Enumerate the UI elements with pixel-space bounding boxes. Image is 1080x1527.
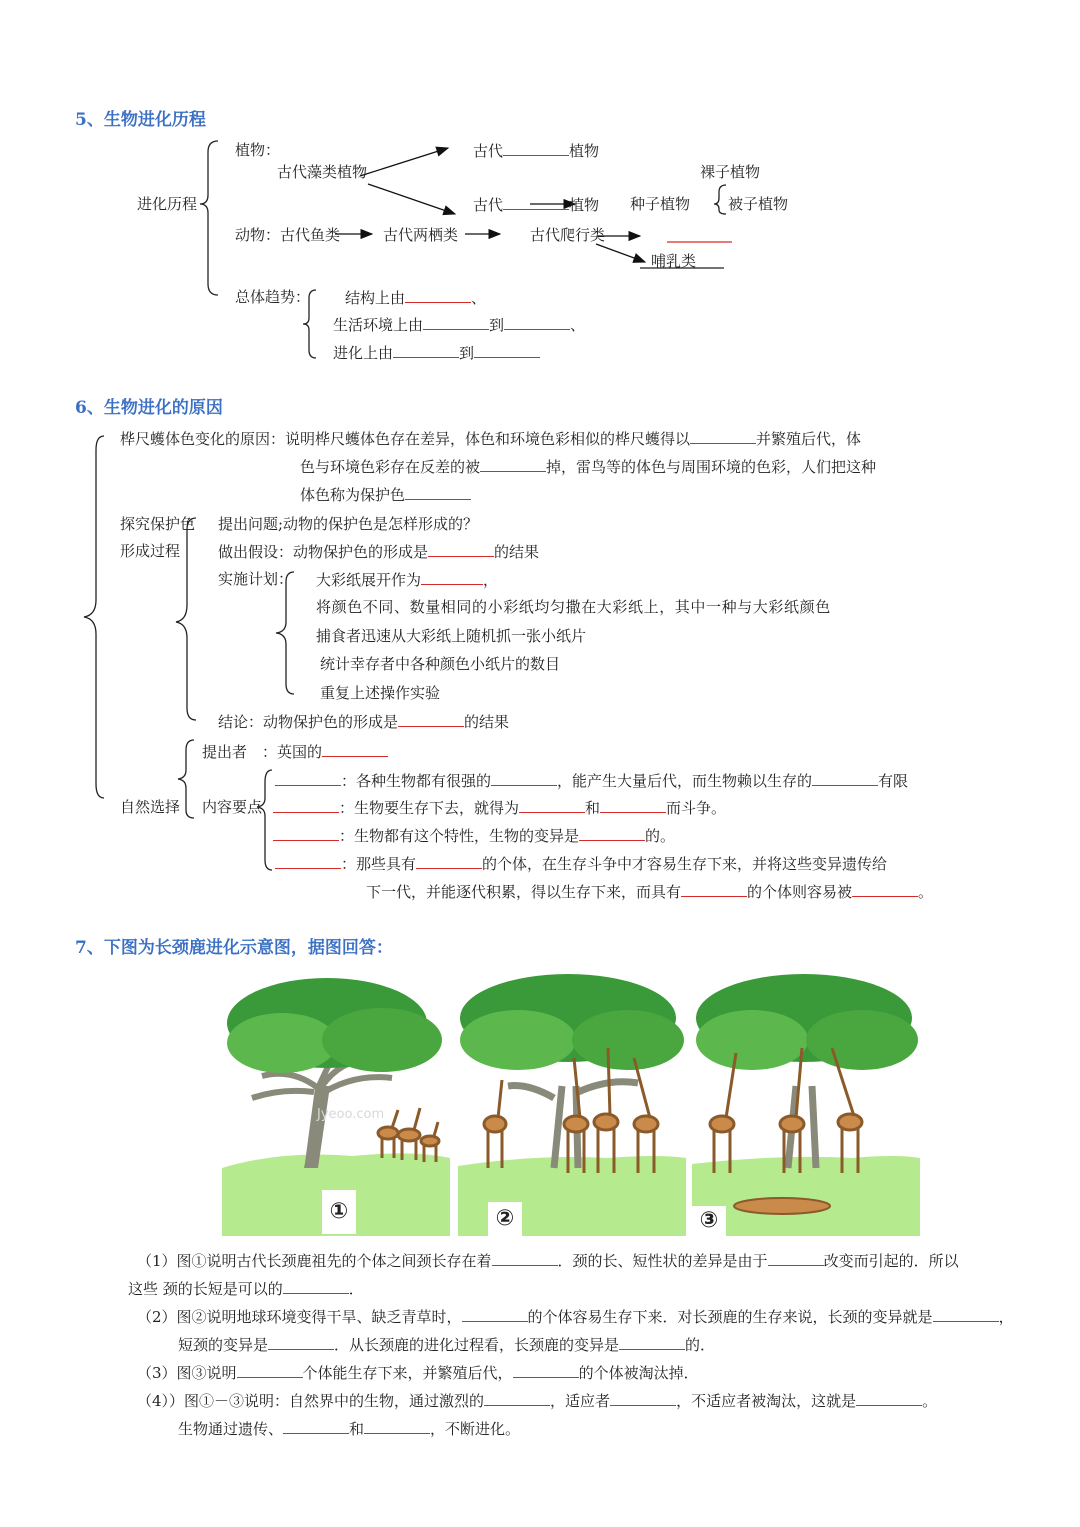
answer-blank[interactable] xyxy=(275,853,341,869)
answer-blank[interactable] xyxy=(462,1306,528,1322)
answer-blank[interactable] xyxy=(283,1278,349,1294)
plant-branch-2: 古代 植物 xyxy=(473,196,600,214)
answer-blank[interactable] xyxy=(503,194,569,210)
giraffe-illustration-2 xyxy=(458,968,686,1236)
brace-plan xyxy=(276,572,294,694)
section6-heading: 6、生物进化的原因 xyxy=(75,398,223,418)
panel-label-2: ② xyxy=(488,1202,522,1236)
seed-plant: 种子植物 xyxy=(630,195,691,213)
watermark: Jyeoo.com xyxy=(317,1107,385,1122)
giraffe-panel-1 xyxy=(222,968,450,1236)
section7-heading: 7、下图为长颈鹿进化示意图，据图回答： xyxy=(75,938,393,958)
answer-blank[interactable] xyxy=(268,1334,334,1350)
arrow-reptile-mammal xyxy=(596,244,645,262)
brace-evolution xyxy=(200,141,218,295)
answer-blank[interactable] xyxy=(273,797,339,813)
conclusion: 结论：动物保护色的形成是 的结果 xyxy=(218,713,510,731)
answer-blank[interactable] xyxy=(283,1418,349,1434)
brace-points xyxy=(257,770,272,870)
question-4-line-2: 生物通过遗传、 和 ，不断进化。 xyxy=(178,1420,521,1438)
answer-blank[interactable] xyxy=(393,342,459,358)
trend-structure: 结构上由 、 xyxy=(345,289,487,307)
moth-line-2: 色与环境色彩存在反差的被 掉，雷鸟等的体色与周围环境的色彩，人们把这种 xyxy=(300,458,877,476)
animal-label: 动物：古代鱼类 xyxy=(235,226,341,244)
explore-label-2: 形成过程 xyxy=(120,542,181,560)
answer-blank[interactable] xyxy=(421,569,483,585)
answer-blank[interactable] xyxy=(519,797,585,813)
brace-natsel xyxy=(178,740,194,818)
plant-label: 植物： xyxy=(235,141,281,159)
answer-blank[interactable] xyxy=(852,881,918,897)
answer-blank[interactable] xyxy=(768,1250,824,1266)
answer-blank[interactable] xyxy=(480,456,546,472)
answer-blank[interactable] xyxy=(600,797,666,813)
gymnosperm: 裸子植物 xyxy=(700,163,761,181)
point-4-line-2: 下一代，并能逐代积累，得以生存下来，而具有 的个体则容易被 。 xyxy=(366,883,934,901)
point-1: ：各种生物都有很强的 ，能产生大量后代，而生物赖以生存的 有限 xyxy=(275,770,908,791)
answer-blank[interactable] xyxy=(237,1362,303,1378)
answer-blank[interactable] xyxy=(492,1250,558,1266)
answer-blank[interactable] xyxy=(484,1390,550,1406)
section5-heading: 5、生物进化历程 xyxy=(75,110,206,130)
trend-environment: 生活环境上由 到 、 xyxy=(333,316,586,334)
answer-blank[interactable] xyxy=(856,1390,922,1406)
plan-label: 实施计划： xyxy=(218,570,294,588)
amphibian: 古代两栖类 xyxy=(383,226,459,244)
answer-blank[interactable] xyxy=(619,1334,685,1350)
question-1-line-2: 这些 颈的长短是可以的 ． xyxy=(128,1280,364,1298)
giraffe-panel-3 xyxy=(692,968,920,1236)
ancient-algae: 古代藻类植物 xyxy=(277,163,368,181)
moth-line-3: 体色称为保护色 xyxy=(300,484,471,505)
angiosperm: 被子植物 xyxy=(728,195,789,213)
answer-blank[interactable] xyxy=(275,770,341,786)
point-3: ：生物都有这个特性，生物的变异是 的。 xyxy=(273,825,675,846)
answer-blank[interactable] xyxy=(398,711,464,727)
answer-blank[interactable] xyxy=(416,853,482,869)
plant-branch-1: 古代 植物 xyxy=(473,142,600,160)
point-2: ：生物要生存下去，就得为 和 而斗争。 xyxy=(273,797,726,818)
answer-blank[interactable] xyxy=(690,428,756,444)
answer-blank[interactable] xyxy=(504,314,570,330)
answer-blank[interactable] xyxy=(423,314,489,330)
proposer: 提出者 ：英国的 xyxy=(202,741,388,762)
reptile: 古代爬行类 xyxy=(530,226,606,244)
answer-blank[interactable] xyxy=(610,1390,676,1406)
question-3: （3）图③说明 个体能生存下来，并繁殖后代， 的个体被淘汰掉． xyxy=(137,1364,699,1382)
giraffe-illustration-3 xyxy=(692,968,920,1236)
moth-line-1: 桦尺蠖体色变化的原因：说明桦尺蠖体色存在差异，体色和环境色彩相似的桦尺蠖得以 并繁殖后代，体 xyxy=(120,430,862,448)
plan-step-1: 大彩纸展开作为 ， xyxy=(316,571,499,589)
brace-causes xyxy=(84,436,104,798)
answer-blank[interactable] xyxy=(405,287,471,303)
answer-blank[interactable] xyxy=(364,1418,430,1434)
explore-label-1: 探究保护色 xyxy=(120,515,196,533)
trend-evolution: 进化上由 到 xyxy=(333,342,540,363)
answer-blank[interactable] xyxy=(474,342,540,358)
answer-blank[interactable] xyxy=(322,741,388,757)
brace-seed xyxy=(714,185,726,214)
answer-blank[interactable] xyxy=(681,881,747,897)
arrow-algae-up xyxy=(360,148,448,176)
evolution-root-label: 进化历程 xyxy=(137,195,198,213)
plan-step-4: 统计幸存者中各种颜色小纸片的数目 xyxy=(320,655,561,673)
answer-blank[interactable] xyxy=(579,825,645,841)
question-1: （1）图①说明古代长颈鹿祖先的个体之间颈长存在着 ．颈的长、短性状的差异是由于 改变而引起的．所以 xyxy=(137,1252,959,1270)
question-2-line-2: 短颈的变异是 ．从长颈鹿的进化过程看，长颈鹿的变异是 的． xyxy=(178,1336,716,1354)
plan-step-2: 将颜色不同、数量相同的小彩纸均匀撒在大彩纸上，其中一种与大彩纸颜色 xyxy=(316,598,831,616)
question-4: （4））图①－③说明：自然界中的生物，通过激烈的 ，适应者 ，不适应者被淘汰，这就是 。 xyxy=(137,1392,938,1410)
hypothesis: 做出假设：动物保护色的形成是 的结果 xyxy=(218,543,540,561)
plan-step-3: 捕食者迅速从大彩纸上随机抓一张小纸片 xyxy=(316,627,587,645)
answer-blank[interactable] xyxy=(812,770,878,786)
plan-step-5: 重复上述操作实验 xyxy=(320,684,441,702)
arrow-algae-down xyxy=(368,184,455,214)
answer-blank[interactable] xyxy=(491,770,557,786)
giraffe-panel-2 xyxy=(458,968,686,1236)
trend-label: 总体趋势： xyxy=(235,288,311,306)
answer-blank[interactable] xyxy=(513,1362,579,1378)
answer-blank[interactable] xyxy=(933,1306,999,1322)
point-4: ：那些具有 的个体，在生存斗争中才容易生存下来，并将这些变异遗传给 xyxy=(275,853,887,874)
answer-blank[interactable] xyxy=(405,484,471,500)
panel-label-3: ③ xyxy=(692,1206,726,1236)
answer-blank[interactable] xyxy=(273,825,339,841)
mammal: 哺乳类 xyxy=(651,252,697,270)
raise-question: 提出问题;动物的保护色是怎样形成的？ xyxy=(218,515,479,533)
answer-blank[interactable] xyxy=(503,140,569,156)
points-label: 内容要点 xyxy=(202,798,263,816)
natural-selection-label: 自然选择 xyxy=(120,798,181,816)
question-2: （2）图②说明地球环境变得干旱、缺乏青草时， 的个体容易生存下来．对长颈鹿的生存来说，长颈的变异就是 ， xyxy=(137,1308,1014,1326)
panel-label-1: ① xyxy=(322,1190,356,1234)
answer-blank[interactable] xyxy=(428,541,494,557)
